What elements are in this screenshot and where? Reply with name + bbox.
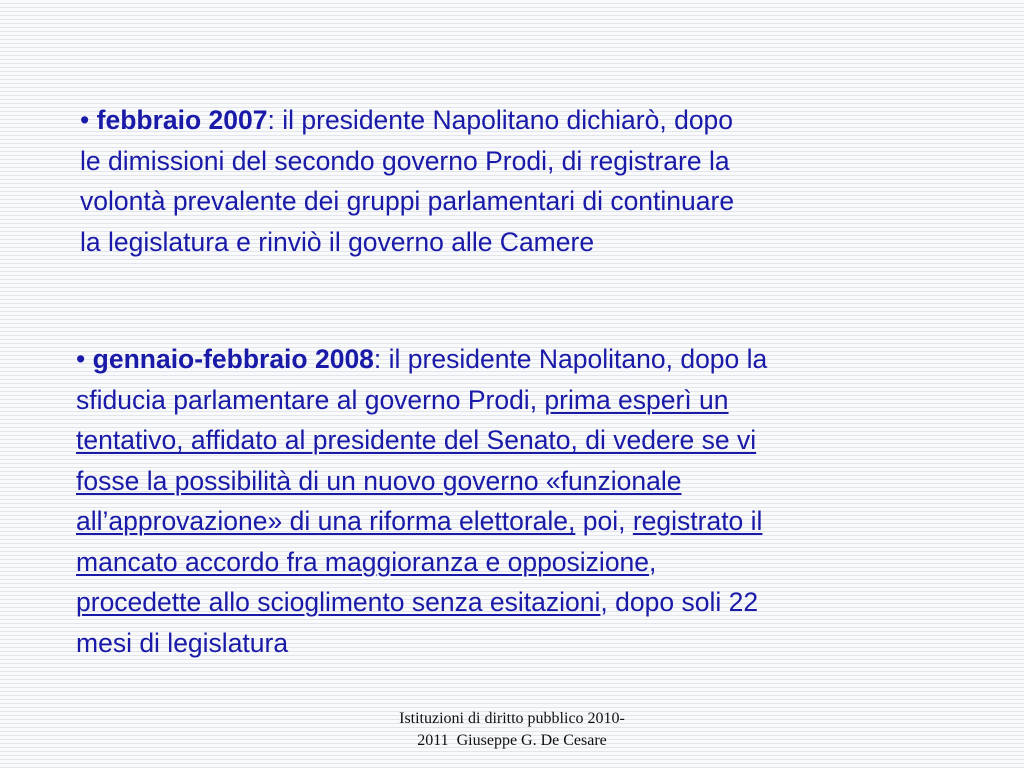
slide-footer [312, 708, 712, 752]
paragraph-text: : il presidente Napolitano, dopo la [373, 344, 768, 374]
paragraph-text: , dopo soli 22 [600, 587, 759, 617]
underlined-text: fosse la possibilità di un nuovo governo «funzionale [76, 465, 682, 496]
paragraph-line: volontà prevalente dei gruppi parlamentari di continuare [80, 186, 735, 216]
underlined-text: registrato il [632, 506, 763, 536]
paragraph-line: mesi di legislatura [76, 627, 289, 658]
bullet-paragraph-2008 [76, 339, 976, 663]
bullet-paragraph-2007 [80, 100, 950, 262]
paragraph-line [76, 420, 976, 461]
bullet-icon: • [76, 344, 86, 374]
paragraph-line: la legislatura e rinviò il governo alle Camere [80, 226, 595, 257]
paragraph-line [76, 542, 976, 583]
paragraph-line: le dimissioni del secondo governo Prodi, di registrare la [80, 145, 730, 176]
paragraph-line [76, 380, 976, 421]
underlined-text: prima esperì un [544, 384, 729, 415]
paragraph-line [76, 582, 976, 623]
paragraph-text: , [649, 546, 657, 577]
bullet-icon: • [80, 105, 90, 135]
underlined-text: procedette allo scioglimento senza esitazioni [76, 587, 601, 617]
paragraph-text: : il presidente Napolitano dichiarò, dopo [267, 105, 734, 135]
footer-line: 2011 Giuseppe G. De Cesare [417, 732, 607, 749]
date-heading: gennaio-febbraio 2008 [92, 344, 374, 374]
paragraph-text: sfiducia parlamentare al governo Prodi, [76, 384, 545, 415]
underlined-text: mancato accordo fra maggioranza e opposizione [76, 546, 650, 577]
paragraph-line [76, 461, 976, 502]
underlined-text: tentativo, affidato al presidente del Senato, di vedere se vi [76, 425, 757, 455]
date-heading: febbraio 2007 [96, 105, 268, 135]
paragraph-line [76, 501, 976, 542]
paragraph-text: poi, [575, 506, 633, 536]
paragraph-line [80, 100, 950, 141]
footer-line: Istituzioni di diritto pubblico 2010- [399, 710, 625, 727]
underlined-text: all’approvazione» di una riforma elettorale, [76, 506, 576, 536]
paragraph-line [76, 339, 976, 380]
